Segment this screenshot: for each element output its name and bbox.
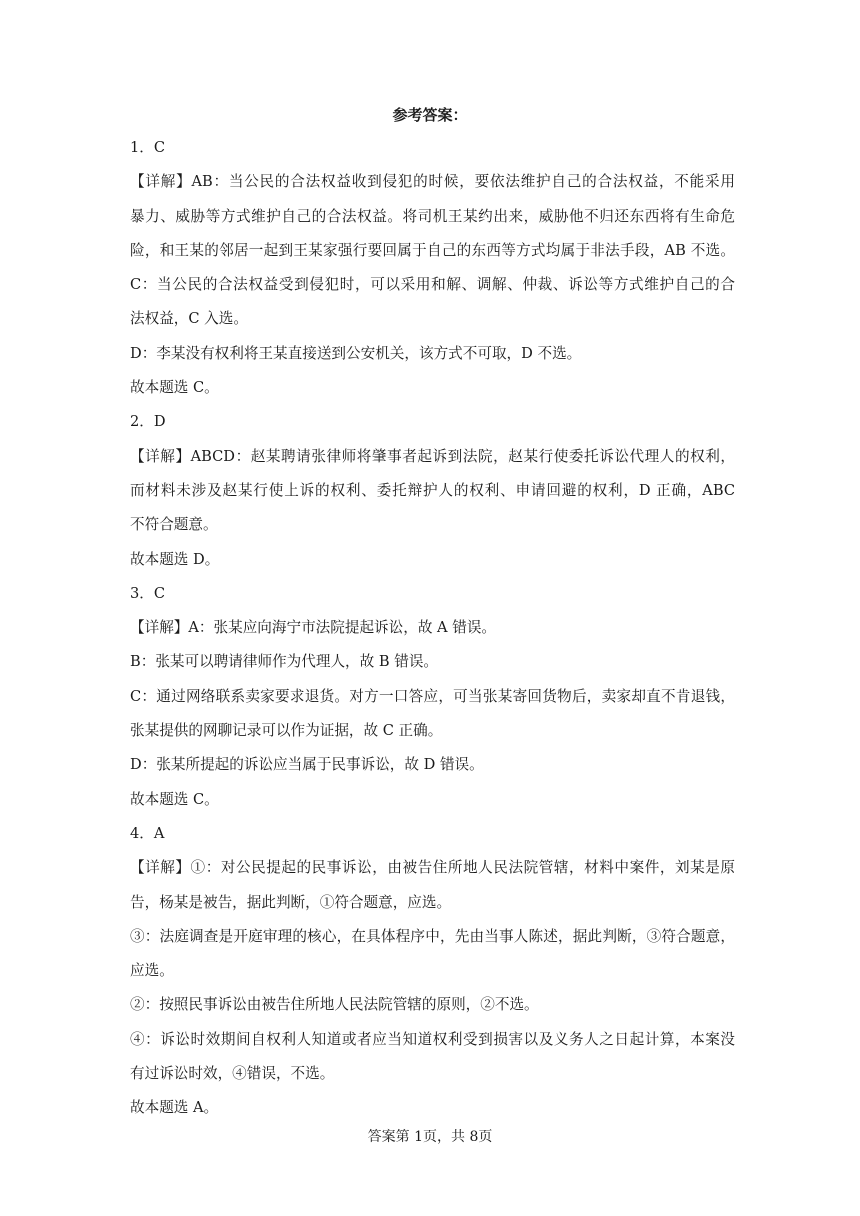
- explanation-line: ③：法庭调查是开庭审理的核心，在具体程序中，先由当事人陈述，据此判断，③符合题意，: [130, 927, 735, 945]
- explanation-line: C：当公民的合法权益受到侵犯时，可以采用和解、调解、仲裁、诉讼等方式维护自己的合: [130, 276, 735, 294]
- explanation-line: B：张某可以聘请律师作为代理人，故 B 错误。: [130, 653, 439, 671]
- explanation-line: D：李某没有权利将王某直接送到公安机关，该方式不可取，D 不选。: [130, 344, 582, 362]
- answer-number: 3．C: [130, 584, 166, 602]
- conclusion-line: 故本题选 C。: [130, 379, 219, 397]
- explanation-line: 不符合题意。: [130, 516, 218, 534]
- answer-body: [130, 131, 735, 1126]
- explanation-line: 法权益，C 入选。: [130, 310, 248, 328]
- explanation-line: 【详解】ABCD：赵某聘请张律师将肇事者起诉到法院，赵某行使委托诉讼代理人的权利，: [130, 447, 735, 465]
- conclusion-line: 故本题选 A。: [130, 1099, 219, 1117]
- explanation-line: 而材料未涉及赵某行使上诉的权利、委托辩护人的权利、申请回避的权利，D 正确，ABC: [130, 481, 735, 499]
- explanation-line: ④：诉讼时效期间自权利人知道或者应当知道权利受到损害以及义务人之日起计算，本案没: [130, 1030, 735, 1048]
- answer-number: 2．D: [130, 413, 166, 431]
- explanation-line: ②：按照民事诉讼由被告住所地人民法院管辖的原则，②不选。: [130, 996, 539, 1014]
- explanation-line: 告，杨某是被告，据此判断，①符合题意，应选。: [130, 893, 452, 911]
- explanation-line: 险，和王某的邻居一起到王某家强行要回属于自己的东西等方式均属于非法手段，AB 不选。: [130, 241, 735, 259]
- answer-number: 4．A: [130, 824, 165, 842]
- explanation-line: 应选。: [130, 962, 174, 980]
- answer-number: 1．C: [130, 139, 166, 156]
- explanation-line: 有过诉讼时效，④错误，不选。: [130, 1065, 335, 1083]
- explanation-line: 【详解】AB：当公民的合法权益收到侵犯的时候，要依法维护自己的合法权益，不能采用: [130, 173, 735, 191]
- explanation-line: 【详解】A：张某应向海宁市法院提起诉讼，故 A 错误。: [130, 619, 497, 637]
- page-footer: 答案第 1页，共 8页: [367, 1129, 493, 1145]
- explanation-line: D：张某所提起的诉讼应当属于民事诉讼，故 D 错误。: [130, 756, 484, 774]
- conclusion-line: 故本题选 D。: [130, 550, 220, 568]
- explanation-line: C：通过网络联系卖家要求退货。对方一口答应，可当张某寄回货物后，卖家却直不肯退钱，: [130, 687, 735, 705]
- conclusion-line: 故本题选 C。: [130, 790, 219, 808]
- explanation-line: 【详解】①：对公民提起的民事诉讼，由被告住所地人民法院管辖，材料中案件，刘某是原: [130, 859, 735, 877]
- explanation-line: 张某提供的网聊记录可以作为证据，故 C 正确。: [130, 722, 443, 740]
- page-title: 参考答案：: [392, 106, 468, 124]
- explanation-line: 暴力、威胁等方式维护自己的合法权益。将司机王某约出来，威胁他不归还东西将有生命危: [130, 207, 735, 225]
